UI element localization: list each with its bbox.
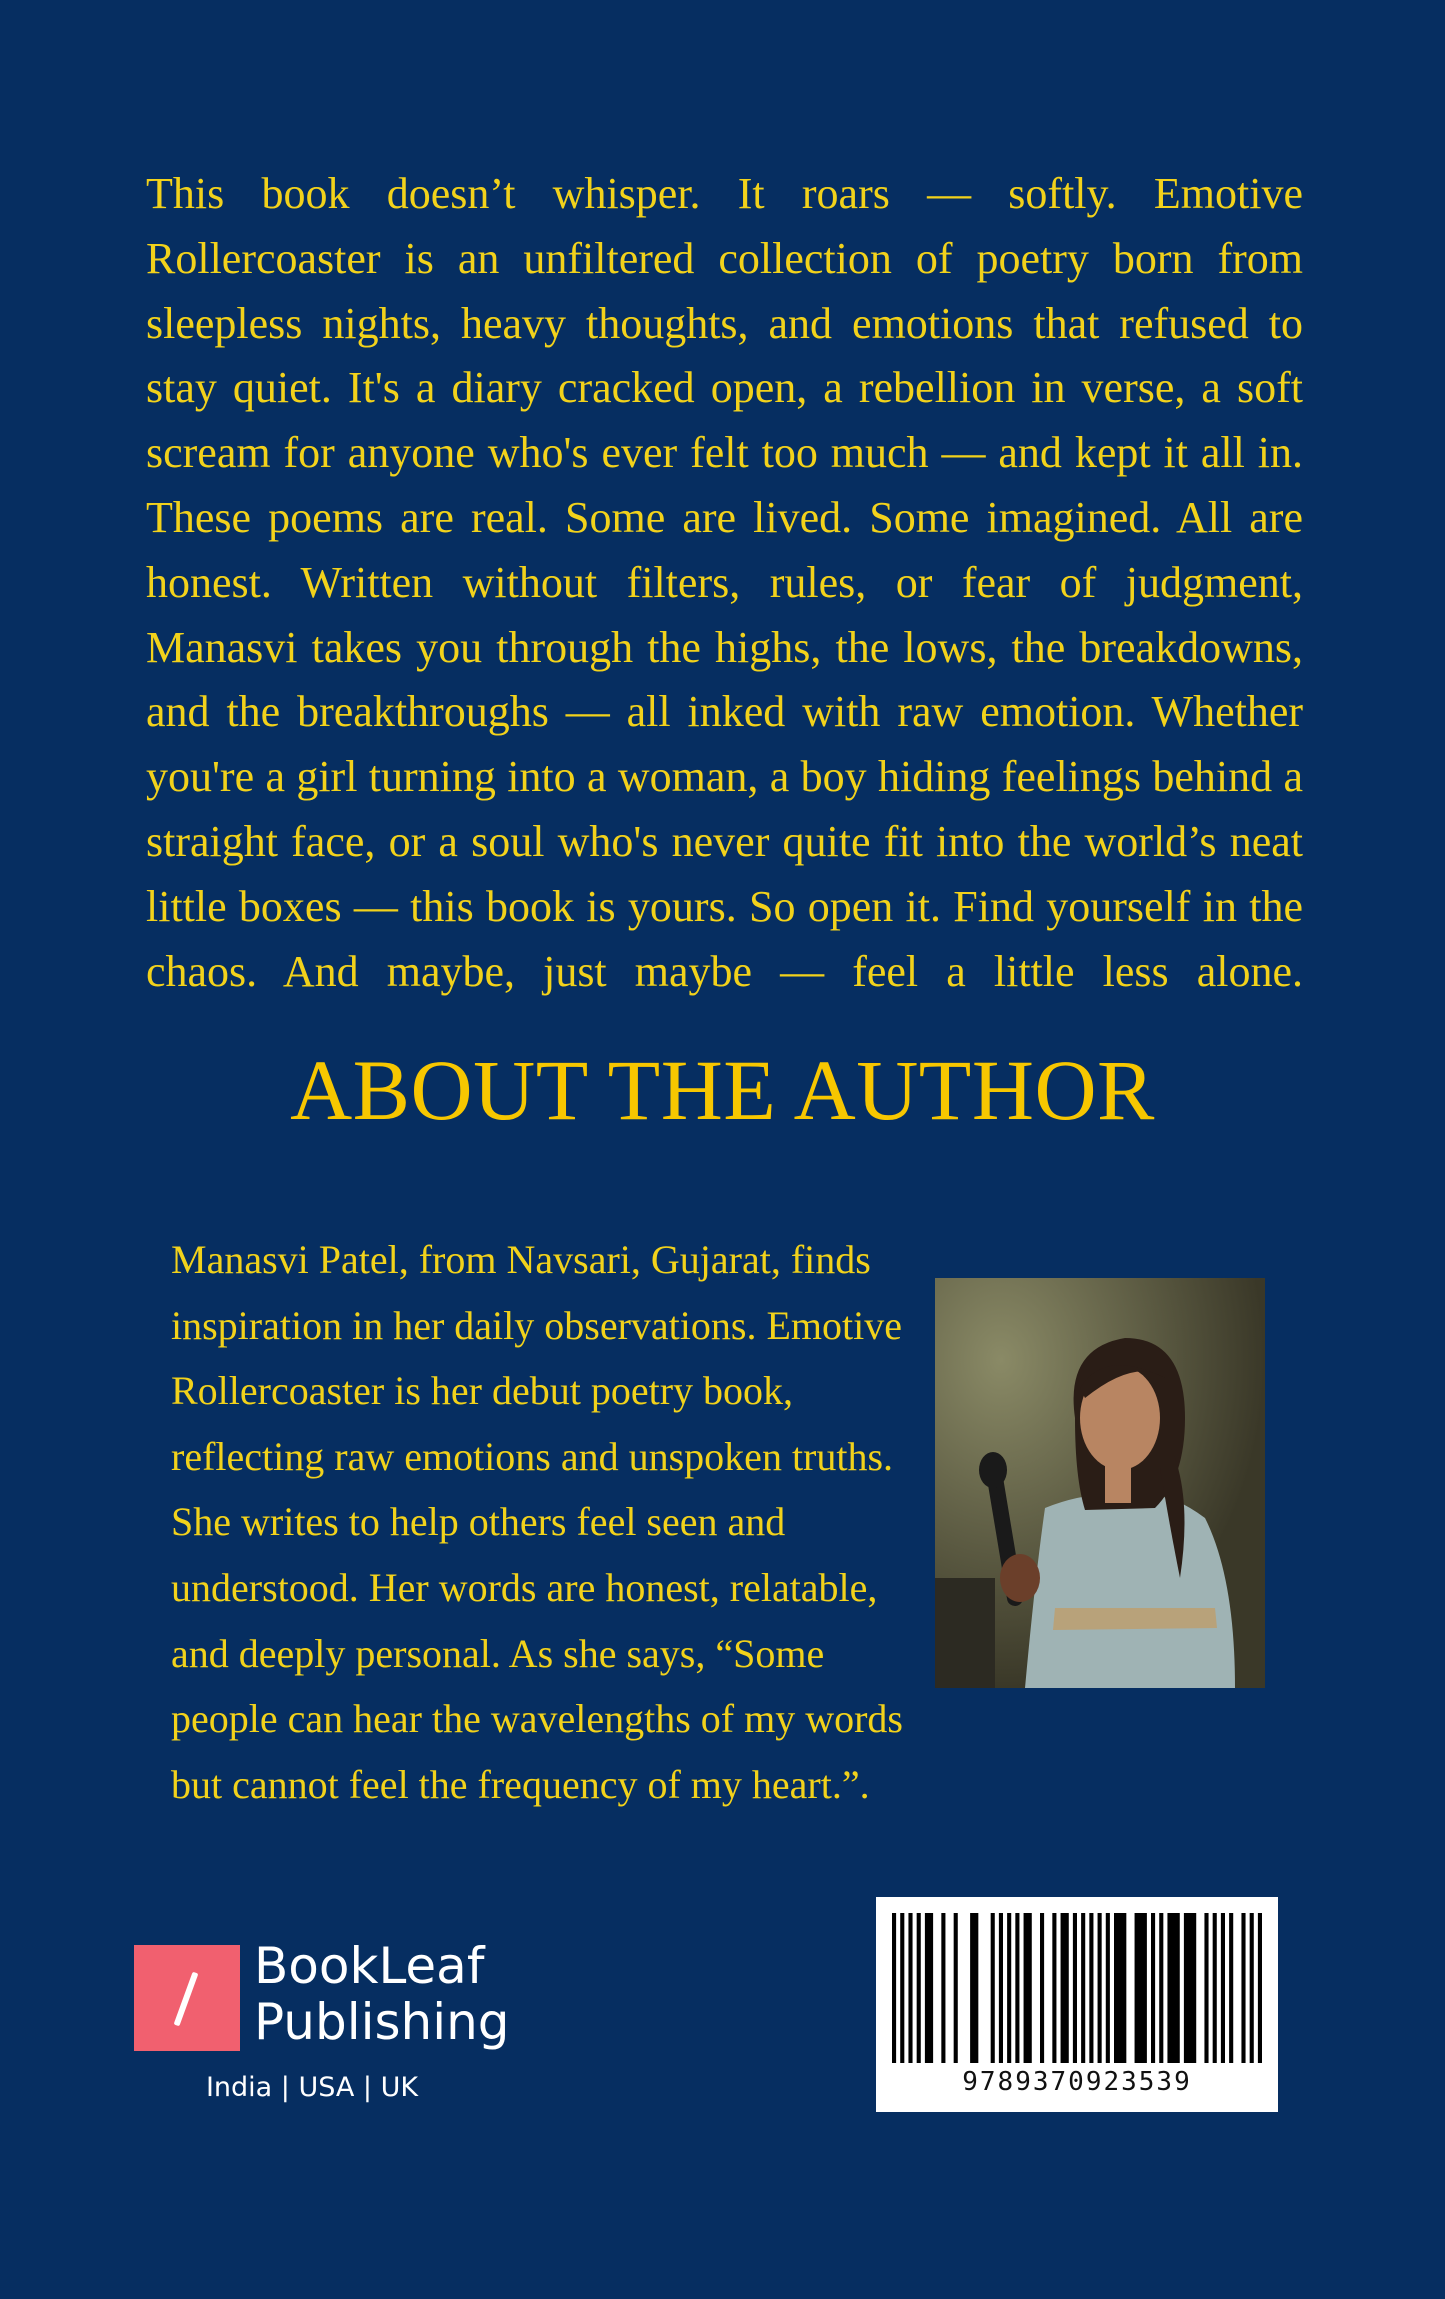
barcode-bar: [1213, 1913, 1217, 2063]
barcode-bar: [999, 1913, 1003, 2063]
barcode-bar: [1151, 1913, 1155, 2063]
barcode-bar: [1024, 1913, 1032, 2063]
barcode-bar: [1258, 1913, 1262, 2063]
barcode-bar: [1089, 1913, 1093, 2063]
barcode-bars: [892, 1913, 1262, 2063]
barcode-bar: [954, 1913, 958, 2063]
barcode-bar: [941, 1913, 945, 2063]
barcode-bar: [1221, 1913, 1225, 2063]
barcode-bar: [970, 1913, 978, 2063]
barcode-bar: [1241, 1913, 1245, 2063]
author-photo: [935, 1278, 1265, 1688]
barcode-bar: [1015, 1913, 1019, 2063]
barcode-bar: [1007, 1913, 1011, 2063]
barcode-bar: [991, 1913, 995, 2063]
barcode-bar: [1114, 1913, 1126, 2063]
barcode-bar: [925, 1913, 933, 2063]
barcode-bar: [1250, 1913, 1254, 2063]
barcode-bar: [900, 1913, 904, 2063]
publisher-regions: India | USA | UK: [205, 2072, 419, 2103]
author-bio: Manasvi Patel, from Navsari, Gujarat, finds inspiration in her daily observations. Emotive Rollercoaster is her debut poetry book, reflecting raw emotions and unspoken truths. She writes to help others feel seen and understood. Her words are honest, relatable, and deeply personal. As she says, “Some people can hear the wavelengths of my words but cannot feel the frequency of my heart.”.: [171, 1237, 903, 1807]
barcode-bar: [1081, 1913, 1085, 2063]
bookleaf-logo: [134, 1945, 240, 2051]
barcode-bar: [1052, 1913, 1056, 2063]
barcode-bar: [1184, 1913, 1196, 2063]
barcode-bar: [1098, 1913, 1102, 2063]
publisher-name: [254, 1938, 510, 2050]
barcode-bar: [1159, 1913, 1163, 2063]
barcode-bar: [1204, 1913, 1208, 2063]
barcode-bar: [1061, 1913, 1069, 2063]
barcode-bar: [1135, 1913, 1147, 2063]
barcode-bar: [1229, 1913, 1233, 2063]
barcode-bar: [1073, 1913, 1077, 2063]
isbn-barcode: [876, 1897, 1278, 2112]
barcode-bar: [1106, 1913, 1110, 2063]
barcode-bar: [1040, 1913, 1044, 2063]
publisher-name-line2: Publishing: [254, 1993, 510, 2051]
about-author-heading: ABOUT THE AUTHOR: [290, 1042, 1155, 1138]
barcode-bar: [908, 1913, 912, 2063]
barcode-bar: [1167, 1913, 1179, 2063]
publisher-name-line1: BookLeaf: [254, 1937, 485, 1995]
barcode-bar: [892, 1913, 896, 2063]
back-cover-blurb: This book doesn’t whisper. It roars — softly. Emotive Rollercoaster is an unfiltered collection of poetry born from sleepless nights, heavy thoughts, and emotions that refused to stay quiet. It's a diary cracked open, a rebellion in verse, a soft scream for anyone who's ever felt too much — and kept it all in. These poems are real. Some are lived. Some imagined. All are honest. Written without filters, rules, or fear of judgment, Manasvi takes you through the highs, the lows, the breakdowns, and the breakthroughs — all inked with raw emotion. Whether you're a girl turning into a woman, a boy hiding feelings behind a straight face, or a soul who's never quite fit into the world’s neat little boxes — this book is yours. So open it. Find yourself in the chaos. And maybe, just maybe — feel a little less alone.: [146, 169, 1303, 996]
slash-icon: [174, 1972, 199, 2027]
barcode-bar: [917, 1913, 921, 2063]
isbn-number: 9789370923539: [962, 2067, 1192, 2097]
